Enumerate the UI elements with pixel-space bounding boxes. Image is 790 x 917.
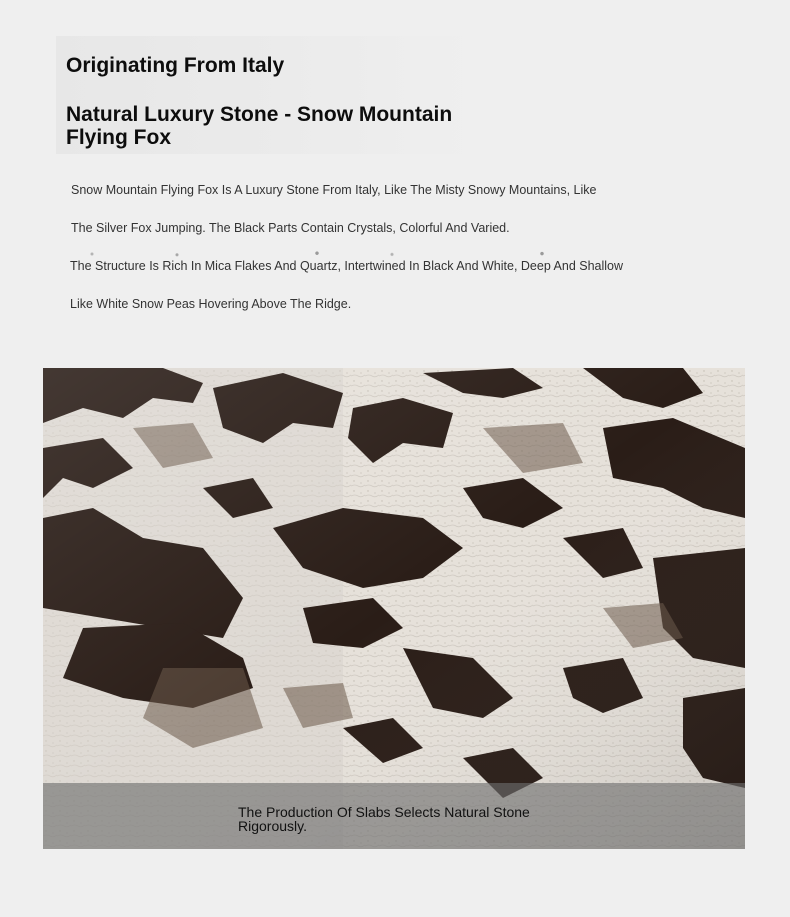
description-line-4: Like White Snow Peas Hovering Above The Ridge. <box>70 297 352 311</box>
page-title: Natural Luxury Stone - Snow Mountain Flying Fox <box>66 103 453 149</box>
decorative-speckle <box>72 250 572 258</box>
description-line-1: Snow Mountain Flying Fox Is A Luxury Stone From Italy, Like The Misty Snowy Mountains, Like <box>71 183 597 197</box>
origin-heading: Originating From Italy <box>66 54 285 77</box>
description-line-3: The Structure Is Rich In Mica Flakes And Quartz, Intertwined In Black And White, Deep And Shallow <box>70 259 624 273</box>
product-image <box>43 368 745 849</box>
marble-slab-image <box>43 368 745 849</box>
description-line-2: The Silver Fox Jumping. The Black Parts Contain Crystals, Colorful And Varied. <box>71 221 510 235</box>
image-caption: The Production Of Slabs Selects Natural Stone Rigorously. <box>238 804 530 834</box>
